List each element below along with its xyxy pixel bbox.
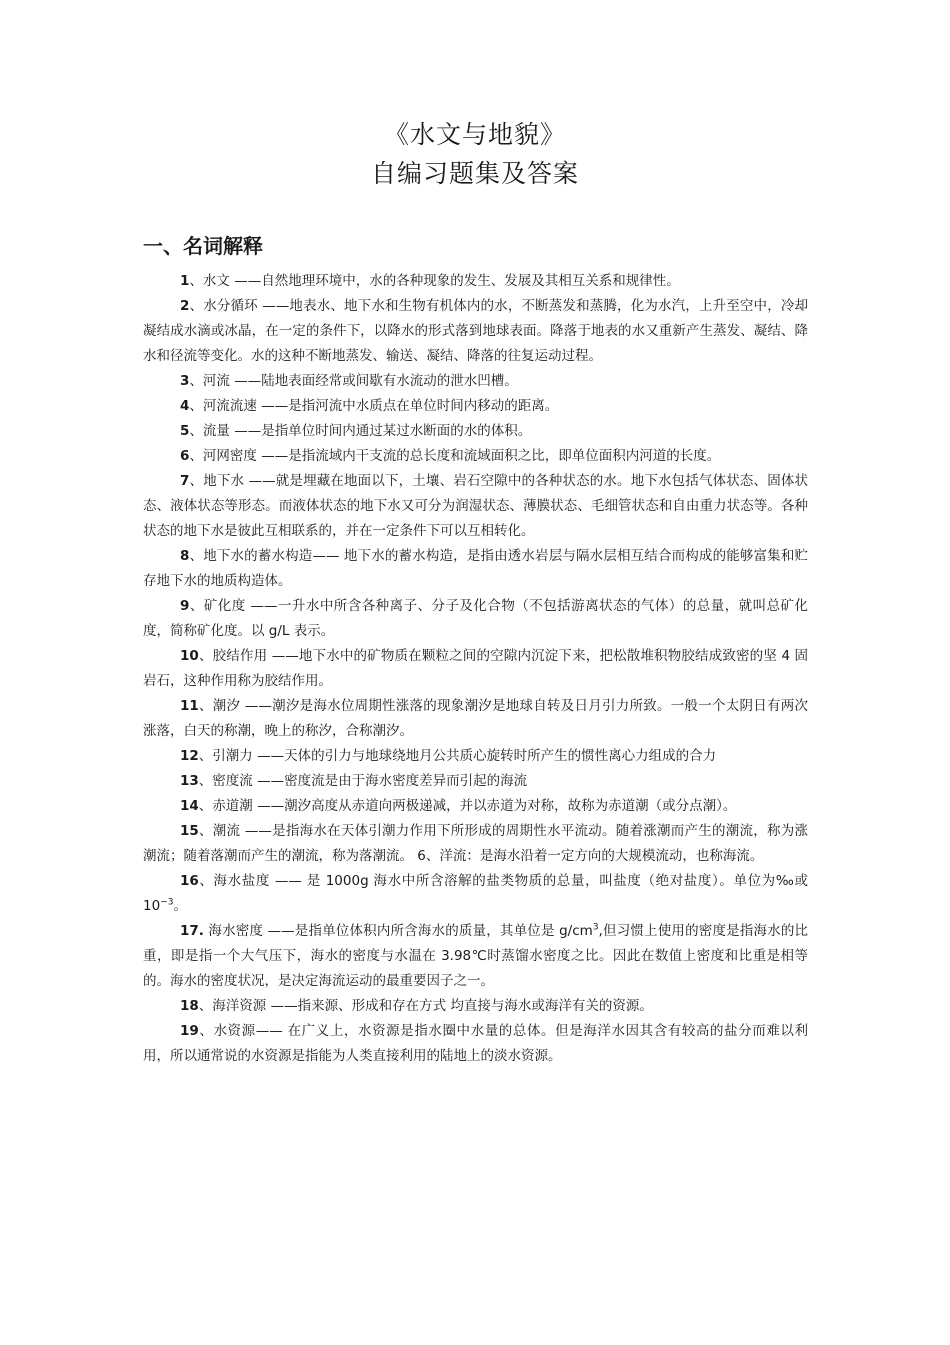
term-entry <box>143 744 808 769</box>
entry-text: 地下水 ——就是埋藏在地面以下，土壤、岩石空隙中的各种状态的水。地下水包括气体状态、固体状态、液体状态等形态。而液体状态的地下水又可分为润湿状态、薄膜状态、毛细管状态和自由重力状态等。各种状态的地下水是彼此互相联系的，并在一定条件下可以互相转化。 <box>143 473 809 539</box>
entry-separator: 、 <box>189 448 203 464</box>
entry-separator: 、 <box>198 773 213 789</box>
entry-number: 7 <box>180 473 190 489</box>
term-entry <box>143 269 808 294</box>
document-title: 《水文与地貌》 <box>383 120 566 149</box>
term-entry <box>143 694 808 744</box>
term-entry <box>143 469 808 544</box>
term-entry <box>143 919 808 994</box>
entry-number: 18 <box>180 998 199 1014</box>
entry-text-tail: ,但习惯上使用的密度是指海水的比重，即是指一个大气压下，海水的密度与水温在 3.98℃时蒸馏水密度之比。因此在数值上密度和比重是相等的。海水的密度状况，是决定海流运动的最重要因子之一。 <box>143 923 809 989</box>
entry-text: 海水密度 ——是指单位体积内所含海水的质量，其单位是 g/cm <box>208 923 593 939</box>
entry-number: 3 <box>180 373 190 389</box>
entry-text: 赤道潮 ——潮汐高度从赤道向两极递减，并以赤道为对称，故称为赤道潮（或分点潮）。 <box>212 798 737 814</box>
term-list <box>143 269 808 1069</box>
term-entry <box>143 1019 808 1069</box>
entry-text: 矿化度 ——一升水中所含各种离子、分子及化合物（不包括游离状态的气体）的总量，就叫总矿化度，简称矿化度。以 g/L 表示。 <box>143 598 809 639</box>
entry-number: 6 <box>180 448 190 464</box>
entry-text: 流量 ——是指单位时间内通过某过水断面的水的体积。 <box>202 423 532 439</box>
entry-separator: 、 <box>198 998 213 1014</box>
entry-separator: 、 <box>189 473 204 489</box>
entry-text: 河网密度 ——是指流域内干支流的总长度和流域面积之比，即单位面积内河道的长度。 <box>202 448 721 464</box>
entry-number: 11 <box>180 698 199 714</box>
entry-separator: 、 <box>198 748 213 764</box>
entry-text: 海水盐度 —— 是 1000g 海水中所含溶解的盐类物质的总量，叫盐度（绝对盐度）。单位为‰或 10 <box>143 873 808 914</box>
entry-number: 13 <box>180 773 199 789</box>
term-entry <box>143 644 808 694</box>
entry-number: 1 <box>180 273 190 289</box>
entry-separator: 、 <box>189 373 203 389</box>
entry-separator: 、 <box>198 798 213 814</box>
entry-separator: 、 <box>198 823 213 839</box>
entry-number: 5 <box>180 423 190 439</box>
term-entry <box>143 444 808 469</box>
entry-text: 海洋资源 ——指来源、形成和存在方式 均直接与海水或海洋有关的资源。 <box>212 998 653 1014</box>
entry-number: 12 <box>180 748 199 764</box>
term-entry <box>143 819 808 869</box>
term-entry <box>143 369 808 394</box>
entry-separator: 、 <box>198 648 213 664</box>
entry-text: 河流流速 ——是指河流中水质点在单位时间内移动的距离。 <box>202 398 559 414</box>
entry-text: 引潮力 ——天体的引力与地球绕地月公共质心旋转时所产生的惯性离心力组成的合力 <box>212 748 717 764</box>
entry-separator: 、 <box>189 273 203 289</box>
entry-separator: 、 <box>198 698 213 714</box>
entry-text: 潮流 ——是指海水在天体引潮力作用下所形成的周期性水平流动。随着涨潮而产生的潮流，称为涨潮流；随着落潮而产生的潮流，称为落潮流。 6、洋流：是海水沿着一定方向的大规模流动，也称海流。 <box>143 823 808 864</box>
section-heading: 一、名词解释 <box>143 234 263 258</box>
term-entry <box>143 544 808 594</box>
entry-text: 潮汐 ——潮汐是海水位周期性涨落的现象潮汐是地球自转及日月引力所致。一般一个太阴日有两次涨落，白天的称潮，晚上的称汐，合称潮汐。 <box>143 698 808 739</box>
entry-separator: 、 <box>198 873 214 889</box>
entry-number: 9 <box>180 598 190 614</box>
entry-text-tail: 。 <box>173 898 187 914</box>
entry-text: 水文 ——自然地理环境中，水的各种现象的发生、发展及其相互关系和规律性。 <box>202 273 680 289</box>
entry-text: 地下水的蓄水构造—— 地下水的蓄水构造，是指由透水岩层与隔水层相互结合而构成的能够富集和贮存地下水的地质构造体。 <box>143 548 808 589</box>
entry-separator: 、 <box>189 423 203 439</box>
term-entry <box>143 419 808 444</box>
term-entry <box>143 769 808 794</box>
entry-separator: 、 <box>189 598 204 614</box>
term-entry <box>143 794 808 819</box>
entry-number: 10 <box>180 648 199 664</box>
entry-separator: 、 <box>189 548 204 564</box>
entry-text: 胶结作用 ——地下水中的矿物质在颗粒之间的空隙内沉淀下来，把松散堆积物胶结成致密的坚 4 固岩石，这种作用称为胶结作用。 <box>143 648 808 689</box>
entry-number: 17. <box>180 923 204 939</box>
entry-number: 14 <box>180 798 199 814</box>
term-entry <box>143 994 808 1019</box>
entry-number: 16 <box>180 873 199 889</box>
term-entry <box>143 394 808 419</box>
entry-number: 8 <box>180 548 190 564</box>
term-entry <box>143 869 808 919</box>
document-subtitle: 自编习题集及答案 <box>370 159 579 188</box>
term-entry <box>143 294 808 369</box>
entry-superscript: 3 <box>592 922 599 933</box>
entry-separator: 、 <box>198 1023 214 1039</box>
entry-text: 河流 ——陆地表面经常或间歇有水流动的泄水凹槽。 <box>202 373 518 389</box>
entry-text: 密度流 ——密度流是由于海水密度差异而引起的海流 <box>212 773 528 789</box>
entry-separator: 、 <box>189 298 204 314</box>
term-entry <box>143 594 808 644</box>
entry-number: 4 <box>180 398 190 414</box>
entry-separator: 、 <box>189 398 203 414</box>
entry-text: 水分循环 ——地表水、地下水和生物有机体内的水，不断蒸发和蒸腾，化为水汽，上升至空中，冷却凝结成水滴或冰晶，在一定的条件下，以降水的形式落到地球表面。降落于地表的水又重新产生蒸发、凝结、降水和径流等变化。水的这种不断地蒸发、输送、凝结、降落的往复运动过程。 <box>143 298 809 364</box>
entry-number: 19 <box>180 1023 199 1039</box>
entry-number: 2 <box>180 298 190 314</box>
entry-number: 15 <box>180 823 199 839</box>
entry-text: 水资源—— 在广义上，水资源是指水圈中水量的总体。但是海洋水因其含有较高的盐分而难以利用，所以通常说的水资源是指能为人类直接利用的陆地上的淡水资源。 <box>143 1023 809 1064</box>
entry-superscript: −3 <box>160 897 174 908</box>
